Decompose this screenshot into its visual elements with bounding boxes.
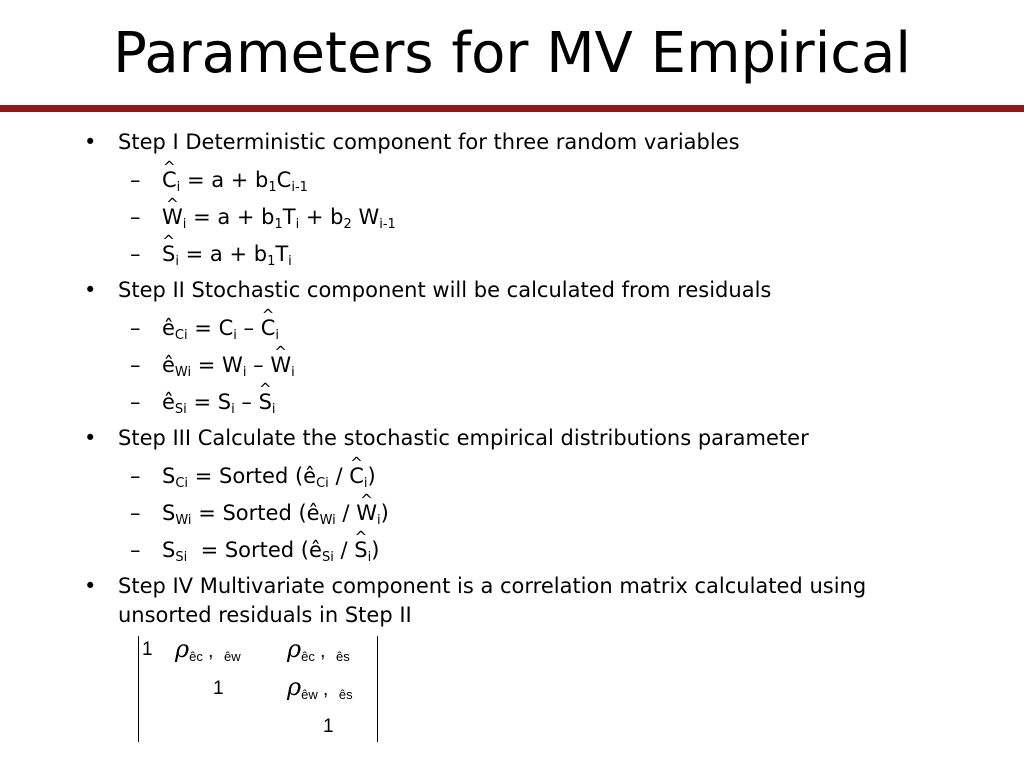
bullet-step-4-line-2: unsorted residuals in Step II	[118, 603, 412, 627]
dash-marker: –	[130, 242, 141, 266]
dash-marker: –	[130, 501, 141, 525]
equation-c-hat: ^ $C_i = a + b_1C_{i-1}$	[162, 166, 308, 194]
matrix-diagonal-3: 1	[323, 716, 334, 737]
equation-sorted-c: $S_{Ci}$ = Sorted ($ê_{Ci}$ / ^ $C_i$)	[162, 462, 376, 490]
bullet-marker: •	[84, 278, 97, 302]
dash-marker: –	[130, 464, 141, 488]
dash-marker: –	[130, 538, 141, 562]
dash-marker: –	[130, 316, 141, 340]
dash-marker: –	[130, 168, 141, 192]
matrix-diagonal-2: 1	[213, 678, 224, 699]
bullet-marker: •	[84, 574, 97, 598]
equation-sorted-w: $S_{Wi}$ = Sorted ($ê_{Wi}$ / ^ $W_i$)	[162, 499, 389, 527]
equation-residual-c: $ê_{Ci} = C_i$ – ^ $C_i$	[162, 314, 279, 342]
bullet-step-3: Step III Calculate the stochastic empirical distributions parameter	[118, 426, 809, 450]
equation-residual-w: $ê_{Wi} = W_i$ – ^ $W_i$	[162, 351, 295, 379]
matrix-rho-w-s: $\rho_{êw}$ , $_{ês}$	[287, 673, 353, 702]
bullet-step-2: Step II Stochastic component will be calculated from residuals	[118, 278, 772, 302]
equation-sorted-s: $S_{Si}$ = Sorted ($ê_{Si}$ / ^ $S_i$)	[162, 536, 379, 564]
bullet-step-4-line-1: Step IV Multivariate component is a correlation matrix calculated using	[118, 574, 867, 598]
equation-residual-s: $ê_{Si} = S_i$ – ^ $S_i$	[162, 388, 276, 416]
matrix-rho-c-s: $\rho_{êc}$ , $_{ês}$	[287, 635, 350, 664]
equation-s-hat: ^ $S_i = a + b_1T_i$	[162, 240, 292, 268]
dash-marker: –	[130, 390, 141, 414]
correlation-matrix	[138, 636, 378, 742]
bullet-marker: •	[84, 130, 97, 154]
slide-title: Parameters for MV Empirical	[113, 21, 911, 86]
dash-marker: –	[130, 205, 141, 229]
matrix-rho-c-w: $\rho_{êc}$ , $_{êw}$	[175, 635, 241, 664]
matrix-diagonal-1: 1	[142, 639, 153, 660]
equation-w-hat: ^ $W_i = a + b_1T_i + b_2$ $W_{i-1}$	[162, 203, 396, 231]
bullet-step-1: Step I Deterministic component for three random variables	[118, 130, 740, 154]
dash-marker: –	[130, 353, 141, 377]
bullet-marker: •	[84, 426, 97, 450]
title-divider	[0, 105, 1024, 112]
